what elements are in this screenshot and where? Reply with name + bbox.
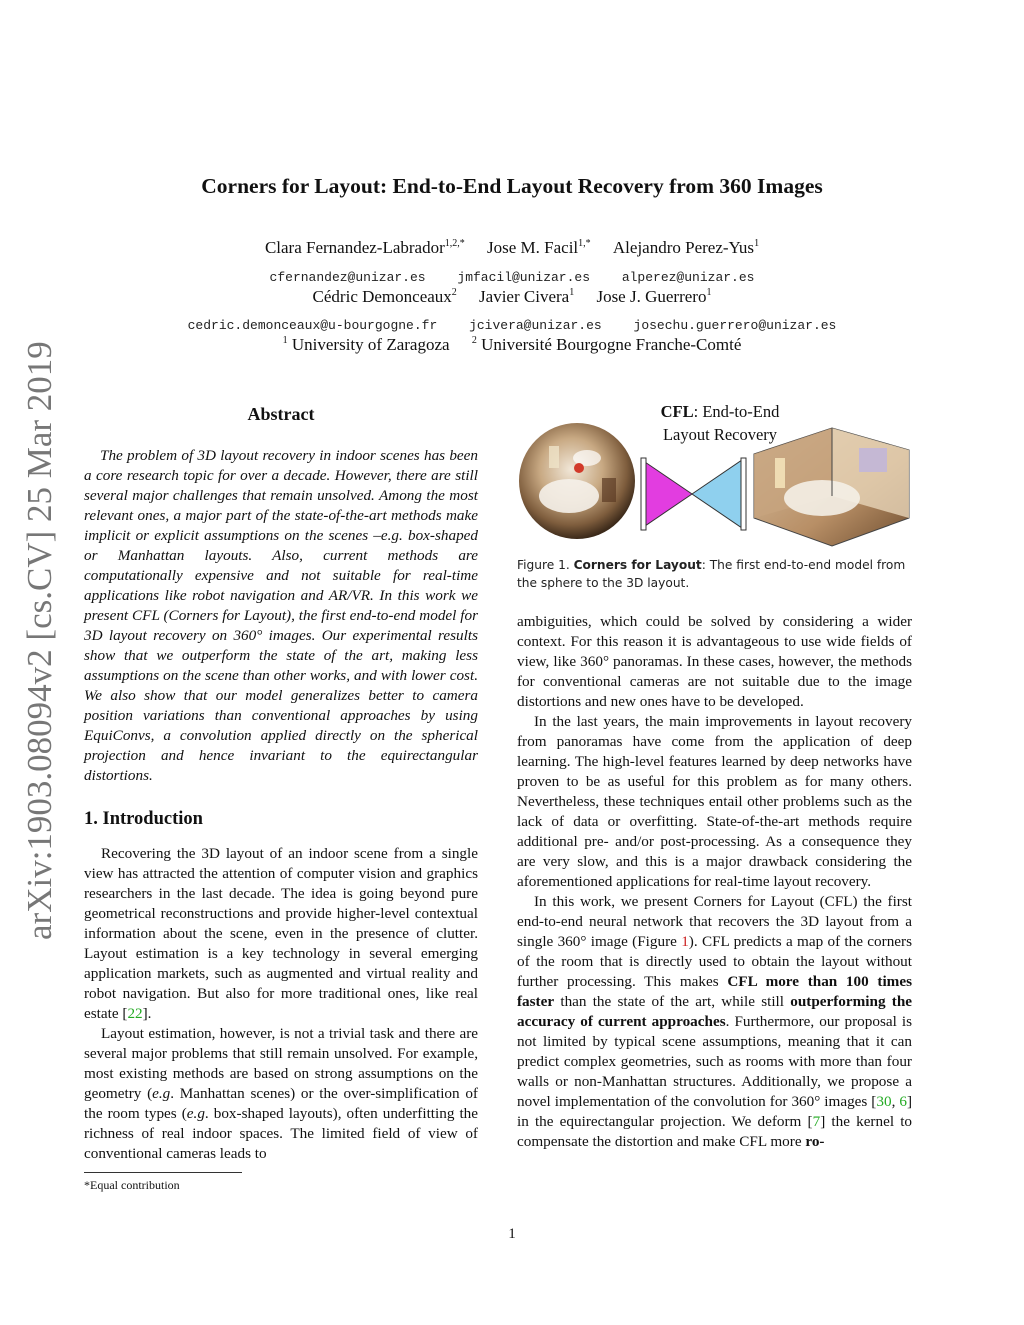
abstract-heading: Abstract: [247, 404, 315, 424]
affiliations: [0, 335, 1024, 355]
email: jcivera@unizar.es: [469, 318, 602, 333]
paragraph: Layout estimation, however, is not a trivial task and there are several major problems that still remain unsolved. For example, most existing methods are based on strong assumptions on the geometry (e.g. Manhattan scenes) or the over-simplification of the room types (e.g. box-shaped layouts), often underfitting the richness of real indoor spaces. The limited field of view of conventional cameras leads to: [84, 1025, 478, 1162]
input-layer: [641, 458, 646, 530]
intro-left-column: [84, 844, 478, 1164]
citation-link[interactable]: 6: [899, 1093, 907, 1110]
emails-row-1: [0, 270, 1024, 285]
figure-link[interactable]: 1: [681, 933, 689, 950]
layout-3d-image: [754, 428, 909, 546]
citation-link[interactable]: 22: [127, 1005, 143, 1022]
affiliation: $^2$ Université Bourgogne Franche-Comté: [471, 335, 742, 354]
paragraph: ambiguities, which could be solved by considering a wider context. For this reason it is advantageous to use wide fields of view, like 360° panoramas. In these cases, however, the methods for conventional cameras are not suitable due to the image distortions and new ones have to be developed.: [517, 613, 912, 710]
email: cfernandez@unizar.es: [269, 270, 426, 285]
author: Javier Civera$^1$: [479, 287, 575, 306]
figure-label: CFL: End-to-End Layout Recovery: [660, 402, 780, 444]
email: jmfacil@unizar.es: [457, 270, 591, 285]
figure-caption: Figure 1. Corners for Layout: The first end-to-end model from the sphere to the 3D layout.: [517, 558, 906, 590]
author: Clara Fernandez-Labrador$^{1,2,*}$: [264, 238, 465, 257]
authors-row-1: [0, 238, 1024, 258]
decoder-shape: [692, 460, 742, 528]
email: cedric.demonceaux@u-bourgogne.fr: [187, 318, 438, 333]
author: Alejandro Perez-Yus$^1$: [612, 238, 760, 257]
author: Jose J. Guerrero$^1$: [596, 287, 712, 306]
authors-row-2: [0, 287, 1024, 307]
paper-title: Corners for Layout: End-to-End Layout Recovery from 360 Images: [201, 174, 823, 198]
footnote-divider: [84, 1172, 242, 1173]
email: josechu.guerrero@unizar.es: [633, 318, 837, 333]
paragraph: In the last years, the main improvements in layout recovery from panoramas have come from the application of deep learning. The high-level features learned by deep networks have proven to be as useful for this problem as for many others. Nevertheless, these techniques entail other problems such as the lack of data or overfitting. State-of-the-art methods require additional pre- and/or post-processing. As a consequence they are very slow, and this is a major drawback considering the aforementioned applications for real-time layout recovery.: [517, 713, 912, 890]
author: Cédric Demonceaux$^2$: [312, 287, 457, 306]
page-number: 1: [508, 1226, 516, 1242]
emails-row-2: [0, 318, 1024, 333]
abstract-text: The problem of 3D layout recovery in indoor scenes has been a core research topic for over a decade. However, there are still several major challenges that remain unsolved. Among the most relevant ones, a major part of the state-of-the-art methods make implicit or explicit assumptions on the scenes –e.g. box-shaped or Manhattan layouts. Also, current methods are computationally expensive and not suitable for real-time applications like robot navigation and AR/VR. In this work we present CFL (Corners for Layout), the first end-to-end model for 3D layout recovery on 360° images. Our experimental results show that we outperform the state of the art, making less assumptions on the scene than other works, and with lower cost. We also show that our model generalizes better to camera position variations than conventional approaches by using EquiConvs, a convolution applied directly on the spherical projection and hence invariant to the equirectangular distortions.: [84, 447, 478, 784]
output-layer: [741, 458, 746, 530]
arxiv-id: arXiv:1903.08094v2 [cs.CV] 25 Mar 2019: [20, 341, 59, 940]
arxiv-sidebar: [20, 325, 64, 1325]
footnote: *Equal contribution: [84, 1178, 180, 1192]
author: Jose M. Facil$^{1,*}$: [487, 238, 591, 257]
intro-right-column: [517, 612, 912, 1152]
encoder-shape: [642, 460, 692, 528]
paragraph: Recovering the 3D layout of an indoor scene from a single view has attracted the attention of computer vision and graphics researchers in the last decade. The idea is going beyond pure geometrical reconstructions and provide higher-level contextual information about the scene, even in the presence of clutter. Layout estimation is a key technology in several emerging application markets, such as augmented and virtual reality and robot navigation. But also for more traditional ones, like real estate [22].: [84, 845, 478, 1022]
citation-link[interactable]: 7: [812, 1113, 821, 1130]
introduction-heading: 1. Introduction: [84, 809, 203, 829]
panorama-sphere-image: [519, 423, 635, 539]
affiliation: $^1$ University of Zaragoza: [282, 335, 450, 354]
paragraph: In this work, we present Corners for Layout (CFL) the first end-to-end neural network that recovers the 3D layout from a single 360° image (Figure 1). CFL predicts a map of the corners of the room that is directly used to obtain the layout without further processing. This makes CFL more than 100 times faster than the state of the art, while still outperforming the accuracy of current approaches. Furthermore, our proposal is not limited by typical scene assumptions, meaning that it can predict complex geometries, such as rooms with more than four walls or non-Manhattan structures. Additionally, we propose a novel implementation of the convolution for 360° images [30, 6] in the equirectangular projection. We deform [7] the kernel to compensate the distortion and make CFL more ro-: [517, 893, 913, 1150]
email: alperez@unizar.es: [621, 270, 755, 285]
citation-link[interactable]: 30: [876, 1093, 892, 1110]
cfl-figure: [517, 418, 917, 548]
